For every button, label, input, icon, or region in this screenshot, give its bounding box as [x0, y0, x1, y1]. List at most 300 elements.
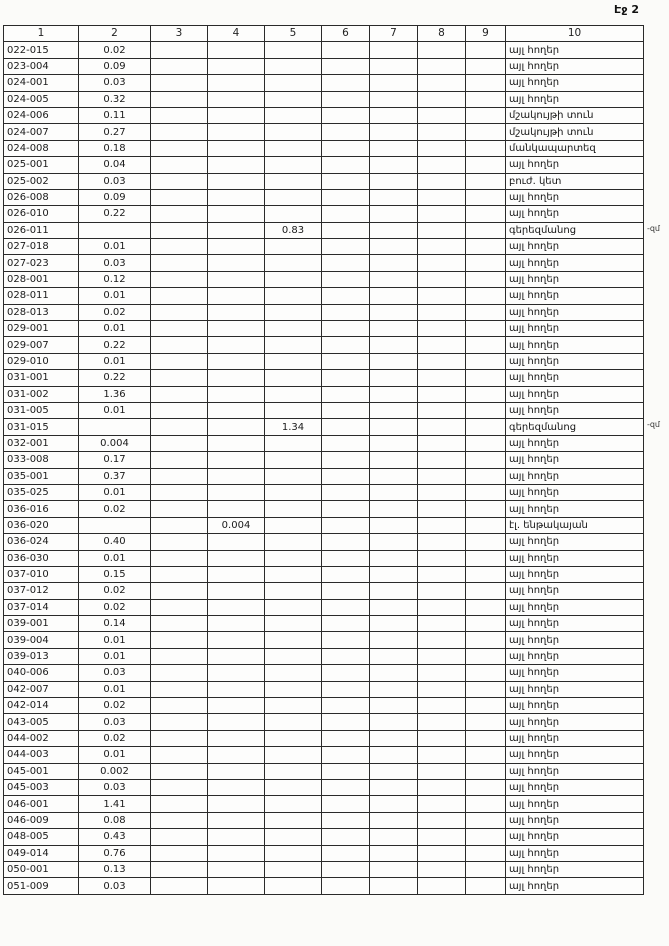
- value-cell-col6: [322, 534, 370, 550]
- value-cell-col7: [370, 845, 418, 861]
- value-cell-col9: [466, 173, 506, 189]
- value-cell-col7: [370, 616, 418, 632]
- value-cell-col7: [370, 599, 418, 615]
- value-cell-col5: [265, 501, 322, 517]
- land-use-cell: այլ հողեր: [506, 370, 644, 386]
- value-cell-col5: [265, 878, 322, 894]
- value-cell-col5: [265, 42, 322, 58]
- value-cell-col4: [208, 599, 265, 615]
- parcel-code-cell: 039-001: [4, 616, 79, 632]
- value-cell-col2: 0.02: [79, 698, 151, 714]
- value-cell-col6: [322, 58, 370, 74]
- value-cell-col7: [370, 157, 418, 173]
- value-cell-col4: [208, 566, 265, 582]
- parcel-code-cell: 027-018: [4, 239, 79, 255]
- value-cell-col2: 0.02: [79, 599, 151, 615]
- value-cell-col6: [322, 239, 370, 255]
- parcel-code-cell: 026-008: [4, 189, 79, 205]
- value-cell-col2: 0.03: [79, 714, 151, 730]
- land-use-cell: այլ հողեր: [506, 58, 644, 74]
- value-cell-col6: [322, 878, 370, 894]
- table-row: [4, 370, 644, 386]
- value-cell-col3: [151, 419, 208, 435]
- parcel-code-cell: 048-005: [4, 829, 79, 845]
- value-cell-col2: 0.02: [79, 42, 151, 58]
- value-cell-col2: 0.03: [79, 173, 151, 189]
- value-cell-col3: [151, 665, 208, 681]
- value-cell-col8: [418, 698, 466, 714]
- value-cell-col4: [208, 698, 265, 714]
- value-cell-col6: [322, 698, 370, 714]
- table-row: [4, 812, 644, 828]
- table-row: [4, 714, 644, 730]
- value-cell-col4: [208, 419, 265, 435]
- parcel-code-cell: 031-015: [4, 419, 79, 435]
- land-use-cell: այլ հողեր: [506, 435, 644, 451]
- value-cell-col7: [370, 698, 418, 714]
- value-cell-col3: [151, 239, 208, 255]
- value-cell-col4: [208, 484, 265, 500]
- land-use-cell: մանկապարտեզ: [506, 140, 644, 156]
- value-cell-col2: 0.08: [79, 812, 151, 828]
- value-cell-col7: [370, 239, 418, 255]
- value-cell-col9: [466, 140, 506, 156]
- value-cell-col4: [208, 173, 265, 189]
- value-cell-col3: [151, 402, 208, 418]
- value-cell-col6: [322, 271, 370, 287]
- value-cell-col4: [208, 255, 265, 271]
- value-cell-col3: [151, 140, 208, 156]
- parcel-code-cell: 046-001: [4, 796, 79, 812]
- value-cell-col9: [466, 353, 506, 369]
- value-cell-col6: [322, 468, 370, 484]
- value-cell-col3: [151, 222, 208, 238]
- value-cell-col8: [418, 632, 466, 648]
- value-cell-col7: [370, 173, 418, 189]
- value-cell-col7: [370, 321, 418, 337]
- value-cell-col8: [418, 402, 466, 418]
- value-cell-col9: [466, 730, 506, 746]
- table-row: [4, 402, 644, 418]
- table-row: [4, 124, 644, 140]
- value-cell-col7: [370, 583, 418, 599]
- value-cell-col8: [418, 255, 466, 271]
- value-cell-col6: [322, 288, 370, 304]
- value-cell-col9: [466, 271, 506, 287]
- value-cell-col7: [370, 337, 418, 353]
- table-row: [4, 157, 644, 173]
- value-cell-col7: [370, 288, 418, 304]
- parcel-code-cell: 040-006: [4, 665, 79, 681]
- land-use-cell: այլ հողեր: [506, 878, 644, 894]
- value-cell-col2: 0.01: [79, 484, 151, 500]
- value-cell-col9: [466, 878, 506, 894]
- table-row: [4, 91, 644, 107]
- value-cell-col2: 0.15: [79, 566, 151, 582]
- column-header-1: 1: [4, 26, 79, 42]
- value-cell-col5: [265, 484, 322, 500]
- value-cell-col8: [418, 714, 466, 730]
- value-cell-col9: [466, 386, 506, 402]
- value-cell-col9: [466, 124, 506, 140]
- value-cell-col5: [265, 648, 322, 664]
- value-cell-col2: 0.14: [79, 616, 151, 632]
- land-use-cell: այլ հողեր: [506, 698, 644, 714]
- value-cell-col8: [418, 550, 466, 566]
- parcel-code-cell: 023-004: [4, 58, 79, 74]
- value-cell-col7: [370, 665, 418, 681]
- table-row: [4, 763, 644, 779]
- value-cell-col5: [265, 583, 322, 599]
- value-cell-col4: 0.004: [208, 517, 265, 533]
- parcel-code-cell: 029-007: [4, 337, 79, 353]
- value-cell-col7: [370, 271, 418, 287]
- value-cell-col2: [79, 222, 151, 238]
- value-cell-col7: [370, 484, 418, 500]
- value-cell-col3: [151, 206, 208, 222]
- value-cell-col8: [418, 730, 466, 746]
- parcel-code-cell: 039-004: [4, 632, 79, 648]
- value-cell-col2: 0.03: [79, 779, 151, 795]
- value-cell-col7: [370, 747, 418, 763]
- table-row: [4, 206, 644, 222]
- parcel-code-cell: 031-001: [4, 370, 79, 386]
- value-cell-col6: [322, 189, 370, 205]
- value-cell-col3: [151, 271, 208, 287]
- value-cell-col2: 0.11: [79, 107, 151, 123]
- value-cell-col5: [265, 337, 322, 353]
- value-cell-col6: [322, 501, 370, 517]
- value-cell-col3: [151, 599, 208, 615]
- value-cell-col6: [322, 648, 370, 664]
- parcel-code-cell: 028-001: [4, 271, 79, 287]
- table-row: [4, 353, 644, 369]
- parcel-code-cell: 025-001: [4, 157, 79, 173]
- value-cell-col7: [370, 681, 418, 697]
- value-cell-col4: [208, 583, 265, 599]
- value-cell-col4: [208, 681, 265, 697]
- value-cell-col4: [208, 452, 265, 468]
- parcel-code-cell: 029-010: [4, 353, 79, 369]
- value-cell-col6: [322, 353, 370, 369]
- land-use-cell: այլ հողեր: [506, 747, 644, 763]
- value-cell-col3: [151, 550, 208, 566]
- value-cell-col4: [208, 189, 265, 205]
- value-cell-col3: [151, 75, 208, 91]
- value-cell-col3: [151, 337, 208, 353]
- value-cell-col3: [151, 288, 208, 304]
- column-header-5: 5: [265, 26, 322, 42]
- land-use-cell: այլ հողեր: [506, 730, 644, 746]
- value-cell-col9: [466, 107, 506, 123]
- table-row: [4, 271, 644, 287]
- value-cell-col6: [322, 435, 370, 451]
- value-cell-col5: [265, 255, 322, 271]
- value-cell-col7: [370, 517, 418, 533]
- value-cell-col6: [322, 419, 370, 435]
- parcel-code-cell: 026-010: [4, 206, 79, 222]
- value-cell-col5: [265, 157, 322, 173]
- value-cell-col5: [265, 386, 322, 402]
- table-header-row: [4, 26, 644, 42]
- value-cell-col4: [208, 435, 265, 451]
- land-use-cell: այլ հողեր: [506, 452, 644, 468]
- value-cell-col2: 0.01: [79, 632, 151, 648]
- value-cell-col8: [418, 189, 466, 205]
- parcel-code-cell: 036-030: [4, 550, 79, 566]
- value-cell-col4: [208, 337, 265, 353]
- value-cell-col6: [322, 402, 370, 418]
- parcel-code-cell: 051-009: [4, 878, 79, 894]
- value-cell-col4: [208, 75, 265, 91]
- table-row: [4, 501, 644, 517]
- value-cell-col9: [466, 665, 506, 681]
- value-cell-col2: 0.01: [79, 353, 151, 369]
- value-cell-col8: [418, 648, 466, 664]
- value-cell-col2: 0.02: [79, 304, 151, 320]
- value-cell-col8: [418, 501, 466, 517]
- value-cell-col7: [370, 534, 418, 550]
- value-cell-col5: [265, 812, 322, 828]
- value-cell-col4: [208, 878, 265, 894]
- value-cell-col9: [466, 402, 506, 418]
- land-use-cell: այլ հողեր: [506, 812, 644, 828]
- value-cell-col7: [370, 42, 418, 58]
- value-cell-col9: [466, 534, 506, 550]
- parcel-code-cell: 050-001: [4, 861, 79, 877]
- value-cell-col7: [370, 435, 418, 451]
- value-cell-col7: [370, 796, 418, 812]
- value-cell-col6: [322, 550, 370, 566]
- value-cell-col2: 0.18: [79, 140, 151, 156]
- table-row: [4, 861, 644, 877]
- value-cell-col6: [322, 829, 370, 845]
- land-use-cell: այլ հողեր: [506, 665, 644, 681]
- value-cell-col8: [418, 157, 466, 173]
- value-cell-col8: [418, 599, 466, 615]
- value-cell-col9: [466, 435, 506, 451]
- land-use-cell: մշակույթի տուն: [506, 124, 644, 140]
- parcel-code-cell: 025-002: [4, 173, 79, 189]
- value-cell-col5: [265, 632, 322, 648]
- table-row: [4, 304, 644, 320]
- value-cell-col5: [265, 714, 322, 730]
- value-cell-col5: [265, 550, 322, 566]
- value-cell-col2: 0.03: [79, 665, 151, 681]
- value-cell-col7: [370, 140, 418, 156]
- value-cell-col4: [208, 534, 265, 550]
- value-cell-col2: 0.01: [79, 681, 151, 697]
- value-cell-col6: [322, 107, 370, 123]
- value-cell-col8: [418, 665, 466, 681]
- value-cell-col6: [322, 255, 370, 271]
- land-use-cell: այլ հողեր: [506, 616, 644, 632]
- value-cell-col7: [370, 632, 418, 648]
- land-use-cell: այլ հողեր: [506, 206, 644, 222]
- value-cell-col9: [466, 42, 506, 58]
- value-cell-col8: [418, 75, 466, 91]
- value-cell-col2: 0.22: [79, 206, 151, 222]
- value-cell-col3: [151, 107, 208, 123]
- value-cell-col3: [151, 698, 208, 714]
- parcel-code-cell: 027-023: [4, 255, 79, 271]
- value-cell-col3: [151, 763, 208, 779]
- table-row: [4, 566, 644, 582]
- value-cell-col7: [370, 501, 418, 517]
- land-use-cell: մշակույթի տուն: [506, 107, 644, 123]
- value-cell-col7: [370, 730, 418, 746]
- value-cell-col3: [151, 370, 208, 386]
- table-row: [4, 648, 644, 664]
- land-use-cell: այլ հողեր: [506, 829, 644, 845]
- value-cell-col4: [208, 107, 265, 123]
- value-cell-col6: [322, 861, 370, 877]
- value-cell-col8: [418, 173, 466, 189]
- value-cell-col4: [208, 271, 265, 287]
- value-cell-col2: 0.01: [79, 550, 151, 566]
- value-cell-col3: [151, 566, 208, 582]
- value-cell-col2: 0.76: [79, 845, 151, 861]
- value-cell-col7: [370, 550, 418, 566]
- value-cell-col3: [151, 861, 208, 877]
- value-cell-col5: [265, 517, 322, 533]
- value-cell-col8: [418, 337, 466, 353]
- table-row: [4, 779, 644, 795]
- table-body: [4, 42, 660, 894]
- land-use-cell: այլ հողեր: [506, 681, 644, 697]
- value-cell-col4: [208, 124, 265, 140]
- value-cell-col2: 1.36: [79, 386, 151, 402]
- value-cell-col6: [322, 386, 370, 402]
- value-cell-col9: [466, 321, 506, 337]
- value-cell-col9: [466, 812, 506, 828]
- table-row: [4, 698, 644, 714]
- value-cell-col5: 1.34: [265, 419, 322, 435]
- land-use-cell: այլ հողեր: [506, 271, 644, 287]
- value-cell-col6: [322, 140, 370, 156]
- value-cell-col8: [418, 878, 466, 894]
- table-row: [4, 58, 644, 74]
- value-cell-col8: [418, 42, 466, 58]
- value-cell-col7: [370, 648, 418, 664]
- value-cell-col6: [322, 583, 370, 599]
- parcel-code-cell: 032-001: [4, 435, 79, 451]
- value-cell-col5: [265, 189, 322, 205]
- table-row: [4, 878, 644, 894]
- value-cell-col3: [151, 42, 208, 58]
- value-cell-col8: [418, 304, 466, 320]
- value-cell-col7: [370, 255, 418, 271]
- value-cell-col6: [322, 124, 370, 140]
- value-cell-col9: [466, 370, 506, 386]
- value-cell-col8: [418, 370, 466, 386]
- handwritten-margin-note: -զմ: [646, 420, 660, 430]
- table-row: [4, 550, 644, 566]
- table-row: [4, 665, 644, 681]
- value-cell-col5: [265, 747, 322, 763]
- table-row: [4, 337, 644, 353]
- value-cell-col7: [370, 779, 418, 795]
- land-use-cell: այլ հողեր: [506, 402, 644, 418]
- table-row: [4, 599, 644, 615]
- value-cell-col5: [265, 271, 322, 287]
- table-row: [4, 452, 644, 468]
- value-cell-col2: 0.12: [79, 271, 151, 287]
- value-cell-col6: [322, 779, 370, 795]
- value-cell-col6: [322, 304, 370, 320]
- value-cell-col8: [418, 747, 466, 763]
- value-cell-col8: [418, 206, 466, 222]
- value-cell-col9: [466, 632, 506, 648]
- value-cell-col4: [208, 550, 265, 566]
- table-row: [4, 534, 644, 550]
- column-header-3: 3: [151, 26, 208, 42]
- land-use-cell: այլ հողեր: [506, 763, 644, 779]
- value-cell-col8: [418, 288, 466, 304]
- land-use-cell: այլ հողեր: [506, 42, 644, 58]
- value-cell-col7: [370, 714, 418, 730]
- value-cell-col2: 0.02: [79, 501, 151, 517]
- value-cell-col8: [418, 566, 466, 582]
- parcel-code-cell: 029-001: [4, 321, 79, 337]
- land-use-cell: այլ հողեր: [506, 599, 644, 615]
- parcel-code-cell: 042-007: [4, 681, 79, 697]
- column-header-10: 10: [506, 26, 644, 42]
- land-use-cell: այլ հողեր: [506, 468, 644, 484]
- value-cell-col3: [151, 747, 208, 763]
- land-use-cell: այլ հողեր: [506, 189, 644, 205]
- value-cell-col8: [418, 321, 466, 337]
- value-cell-col7: [370, 452, 418, 468]
- value-cell-col8: [418, 140, 466, 156]
- parcel-code-cell: 037-010: [4, 566, 79, 582]
- value-cell-col3: [151, 435, 208, 451]
- value-cell-col5: [265, 779, 322, 795]
- value-cell-col9: [466, 222, 506, 238]
- value-cell-col8: [418, 681, 466, 697]
- value-cell-col6: [322, 75, 370, 91]
- value-cell-col2: 0.002: [79, 763, 151, 779]
- value-cell-col5: [265, 829, 322, 845]
- table-row: [4, 419, 644, 435]
- value-cell-col5: [265, 140, 322, 156]
- value-cell-col2: 0.09: [79, 189, 151, 205]
- value-cell-col4: [208, 206, 265, 222]
- value-cell-col8: [418, 779, 466, 795]
- land-use-cell: գերեզմանոց -զմ: [506, 222, 644, 238]
- parcel-code-cell: 036-016: [4, 501, 79, 517]
- table-row: [4, 321, 644, 337]
- value-cell-col9: [466, 698, 506, 714]
- table-row: [4, 484, 644, 500]
- table-row: [4, 468, 644, 484]
- value-cell-col4: [208, 779, 265, 795]
- value-cell-col7: [370, 812, 418, 828]
- value-cell-col6: [322, 157, 370, 173]
- parcel-code-cell: 031-002: [4, 386, 79, 402]
- value-cell-col5: [265, 239, 322, 255]
- table-row: [4, 222, 644, 238]
- value-cell-col4: [208, 829, 265, 845]
- column-header-7: 7: [370, 26, 418, 42]
- land-use-cell: բուժ. կետ: [506, 173, 644, 189]
- parcel-code-cell: 026-011: [4, 222, 79, 238]
- value-cell-col4: [208, 468, 265, 484]
- value-cell-col6: [322, 484, 370, 500]
- value-cell-col9: [466, 763, 506, 779]
- land-use-cell: այլ հողեր: [506, 845, 644, 861]
- value-cell-col3: [151, 796, 208, 812]
